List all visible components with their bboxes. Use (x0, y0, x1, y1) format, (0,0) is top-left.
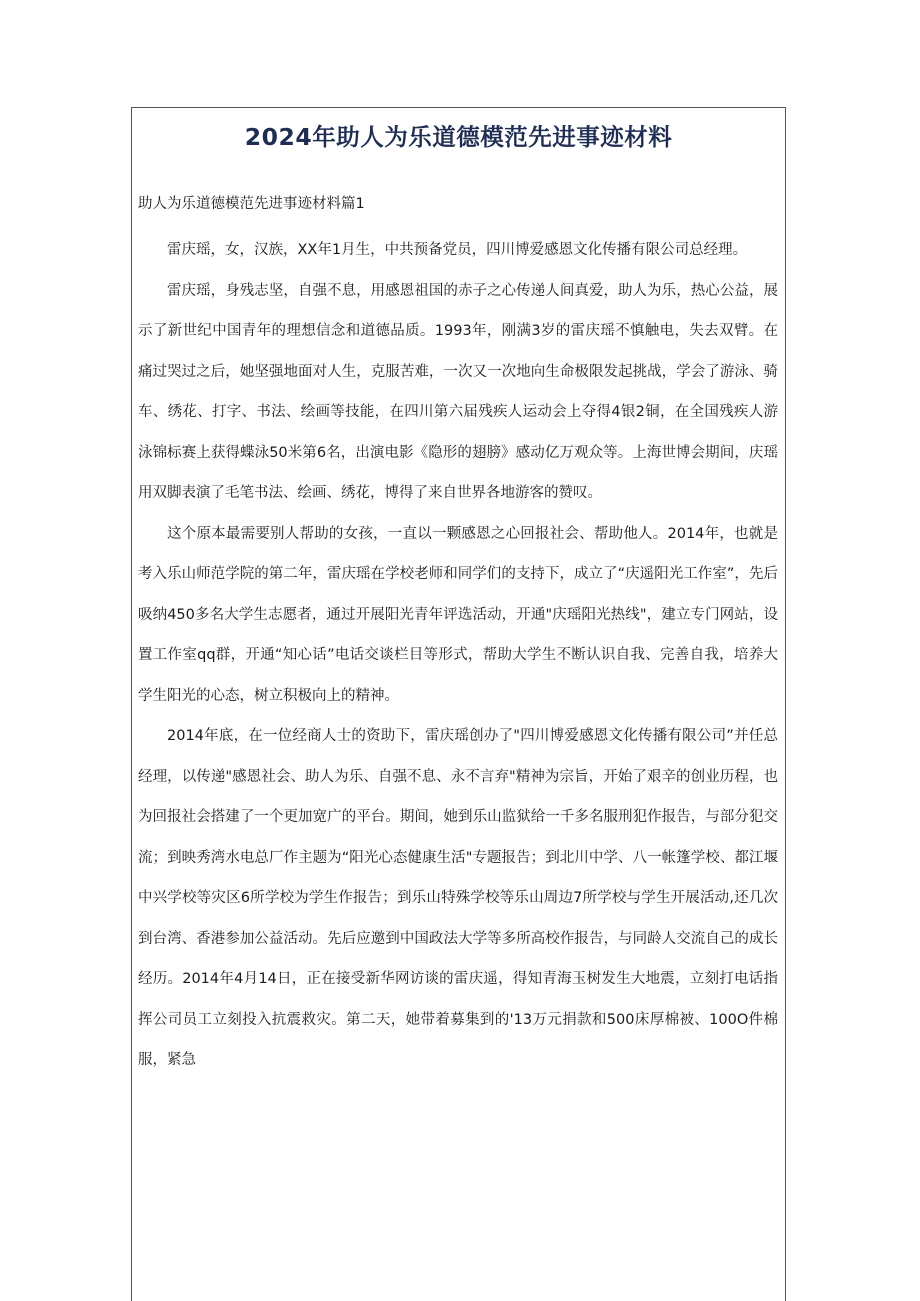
document-body (138, 230, 778, 1081)
paragraph: 雷庆瑶，身残志坚，自强不息，用感恩祖国的赤子之心传递人间真爱，助人为乐，热心公益，展示了新世纪中国青年的理想信念和道德品质。1993年，刚满3岁的雷庆瑶不慎触电，失去双臂。在痛过哭过之后，她坚强地面对人生，克服苦难，一次又一次地向生命极限发起挑战，学会了游泳、骑车、绣花、打字、书法、绘画等技能，在四川第六届残疾人运动会上夺得4银2铜，在全国残疾人游泳锦标赛上获得蝶泳50米第6名，出演电影《隐形的翅膀》感动亿万观众等。上海世博会期间，庆瑶用双脚表演了毛笔书法、绘画、绣花，博得了来自世界各地游客的赞叹。 (138, 282, 778, 501)
paragraph: 2014年底，在一位经商人士的资助下，雷庆瑶创办了"四川博爱感恩文化传播有限公司”并任总经理，以传递"感恩社会、助人为乐、自强不息、永不言弃"精神为宗旨，开始了艰辛的创业历程，也为回报社会搭建了一个更加宽广的平台。期间，她到乐山监狱给一千多名服刑犯作报告，与部分犯交流；到映秀湾水电总厂作主题为“阳光心态健康生活"专题报告；到北川中学、八一帐篷学校、都江堰中兴学校等灾区6所学校为学生作报告；到乐山特殊学校等乐山周边7所学校与学生开展活动,还几次到台湾、香港参加公益活动。先后应邀到中国政法大学等多所高校作报告，与同龄人交流自己的成长经历。2014年4月14日，正在接受新华网访谈的雷庆遥，得知青海玉树发生大地震，立刻打电话指挥公司员工立刻投入抗震救灾。第二天，她带着募集到的'13万元捐款和500床厚棉被、100O件棉服，紧急 (138, 728, 778, 1068)
paragraph: 雷庆瑶，女，汉族，XX年1月生，中共预备党员，四川博爱感恩文化传播有限公司总经理。 (167, 242, 748, 258)
paragraph: 这个原本最需要别人帮助的女孩，一直以一颗感恩之心回报社会、帮助他人。2014年，也就是考入乐山师范学院的第二年，雷庆瑶在学校老师和同学们的支持下，成立了“庆遥阳光工作室”，先后吸纳450多名大学生志愿者，通过开展阳光青年评选活动，开通"庆瑶阳光热线"，建立专门网站，设置工作室qq群，开通“知心话”电话交谈栏目等形式，帮助大学生不断认识自我、完善自我，培养大学生阳光的心态，树立积极向上的精神。 (138, 525, 778, 704)
document-title: 2024年助人为乐道德模范先进事迹材料 (244, 123, 673, 151)
section-heading: 助人为乐道德模范先进事迹材料篇1 (138, 196, 365, 212)
document-page (131, 107, 786, 1301)
